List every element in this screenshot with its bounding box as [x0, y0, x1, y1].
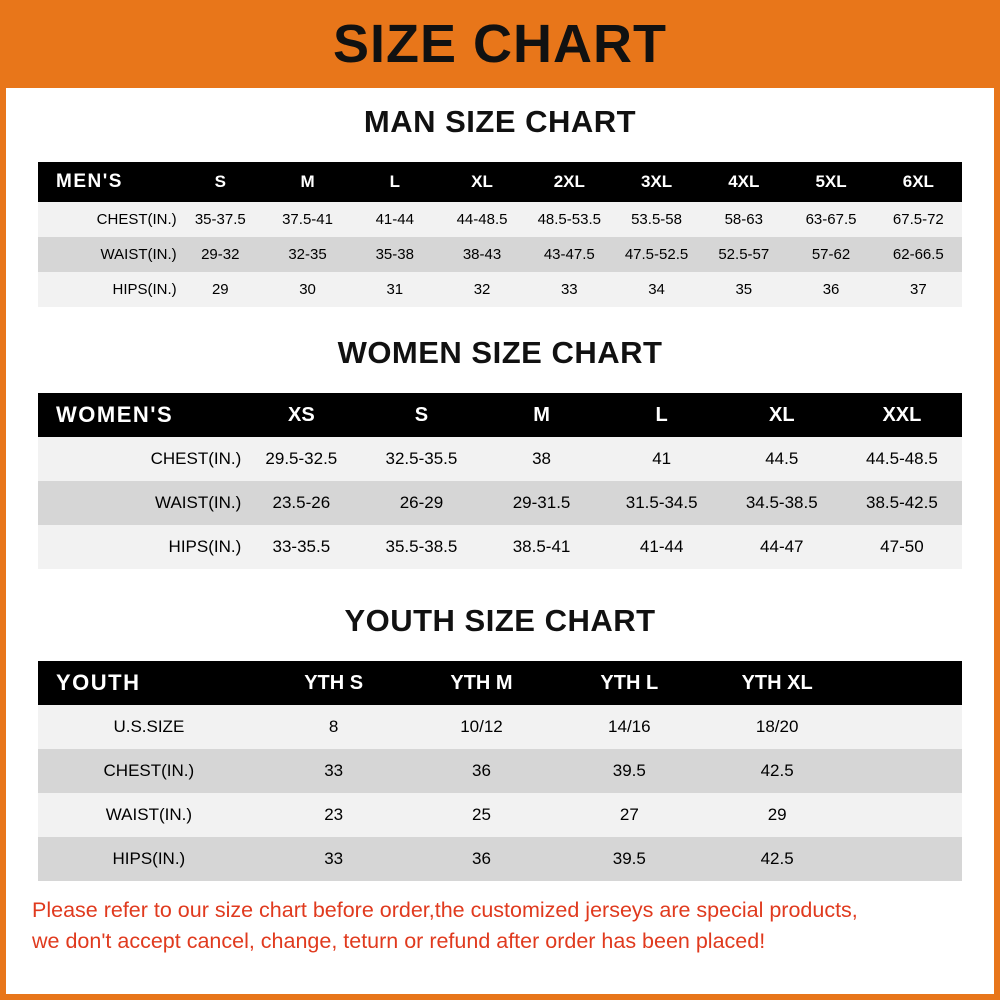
table-row [38, 837, 962, 881]
table-cell: 41 [652, 449, 672, 468]
table-cell: 23 [324, 805, 344, 824]
table-header-row [38, 661, 962, 705]
column-header: XXL [882, 403, 922, 426]
table-cell: 57-62 [811, 246, 851, 263]
row-label: CHEST(IN.) [150, 449, 242, 468]
table-row [38, 793, 962, 837]
column-header: XL [471, 172, 493, 191]
table-cell: 31 [386, 281, 404, 298]
note-line-2: we don't accept cancel, change, teturn or refund after order has been placed! [32, 928, 766, 953]
row-label: HIPS(IN.) [112, 849, 186, 868]
table-cell-spacer [851, 705, 962, 749]
table-cell: 44-47 [760, 537, 804, 556]
table-row [38, 237, 962, 272]
table-cell-spacer [851, 837, 962, 881]
column-header: M [533, 403, 550, 426]
table-cell: 29 [211, 281, 229, 298]
table-cell: 53.5-58 [631, 211, 682, 228]
column-header: 4XL [728, 172, 760, 191]
table-cell: 33 [560, 281, 578, 298]
table-cell: 34 [648, 281, 665, 298]
row-label: HIPS(IN.) [168, 537, 242, 556]
banner-title: SIZE CHART [333, 14, 667, 74]
column-header: XL [768, 403, 795, 426]
column-header: 2XL [553, 172, 585, 191]
table-cell-spacer [851, 793, 962, 837]
youth-size-chart-table-wrap [6, 661, 994, 881]
table-cell: 38-43 [462, 246, 502, 263]
table-cell: 39.5 [612, 849, 646, 868]
table-cell: 36 [472, 849, 491, 868]
man-size-chart-table [38, 162, 962, 307]
women-size-chart-table-wrap [6, 393, 994, 569]
table-cell: 42.5 [760, 761, 794, 780]
table-row [38, 749, 962, 793]
table-cell: 33 [324, 761, 344, 780]
table-cell: 37.5-41 [282, 211, 333, 228]
table-cell: 14/16 [608, 717, 651, 736]
table-cell: 43-47.5 [543, 246, 595, 263]
table-cell: 35 [735, 281, 753, 298]
table-cell: 44-48.5 [456, 211, 508, 228]
table-cell: 36 [472, 761, 491, 780]
column-header: S [214, 172, 226, 191]
return-policy-note [6, 881, 994, 956]
table-header-row [38, 393, 962, 437]
column-header: 5XL [815, 172, 847, 191]
column-header: XS [287, 403, 315, 426]
table-cell: 29-32 [201, 246, 240, 263]
table-cell: 44.5 [765, 449, 799, 468]
row-label: HIPS(IN.) [112, 281, 177, 298]
column-header-spacer [851, 661, 962, 705]
table-cell: 23.5-26 [272, 493, 331, 512]
table-row [38, 705, 962, 749]
table-cell: 48.5-53.5 [537, 211, 601, 228]
table-cell: 33-35.5 [272, 537, 331, 556]
column-header: YOUTH [56, 670, 141, 695]
women-size-chart-title: WOMEN SIZE CHART [337, 335, 663, 370]
table-cell: 30 [299, 281, 316, 298]
table-cell: 25 [472, 805, 491, 824]
table-cell: 42.5 [760, 849, 794, 868]
table-cell: 44.5-48.5 [865, 449, 938, 468]
column-header: MEN'S [56, 171, 123, 192]
table-cell: 29 [767, 805, 787, 824]
table-cell: 31.5-34.5 [625, 493, 698, 512]
table-cell: 33 [324, 849, 344, 868]
column-header: WOMEN'S [56, 402, 174, 427]
table-cell: 39.5 [612, 761, 646, 780]
table-cell: 32 [473, 281, 491, 298]
table-cell: 35.5-38.5 [385, 537, 458, 556]
table-row [38, 202, 962, 237]
banner [6, 0, 994, 88]
table-cell: 37 [909, 281, 927, 298]
row-label: WAIST(IN.) [155, 493, 242, 512]
column-header: S [414, 403, 429, 426]
table-cell: 34.5-38.5 [745, 493, 818, 512]
row-label: CHEST(IN.) [96, 211, 177, 228]
table-cell: 26-29 [399, 493, 444, 512]
table-cell: 32.5-35.5 [385, 449, 458, 468]
table-cell: 41-44 [375, 211, 414, 228]
column-header: YTH L [600, 671, 659, 694]
column-header: M [300, 172, 315, 191]
table-cell: 58-63 [724, 211, 763, 228]
row-label: WAIST(IN.) [105, 805, 192, 824]
row-label: WAIST(IN.) [100, 246, 177, 263]
column-header: L [655, 403, 668, 426]
table-cell: 8 [328, 717, 339, 736]
table-header-row [38, 162, 962, 202]
table-cell: 52.5-57 [718, 246, 770, 263]
row-label: CHEST(IN.) [103, 761, 195, 780]
table-cell: 62-66.5 [892, 246, 944, 263]
table-row [38, 525, 962, 569]
youth-size-chart-title: YOUTH SIZE CHART [344, 603, 656, 638]
table-cell: 35-37.5 [194, 211, 246, 228]
table-cell: 32-35 [288, 246, 327, 263]
table-cell: 38.5-41 [512, 537, 571, 556]
table-cell: 36 [822, 281, 840, 298]
note-line-1: Please refer to our size chart before order,the customized jerseys are special products, [32, 898, 858, 922]
youth-size-chart-table [38, 661, 962, 881]
women-size-chart-table [38, 393, 962, 569]
column-header: 6XL [902, 172, 934, 191]
table-cell: 41-44 [639, 537, 684, 556]
row-label: U.S.SIZE [113, 717, 185, 736]
table-cell: 67.5-72 [892, 211, 944, 228]
man-size-chart-title: MAN SIZE CHART [363, 104, 637, 139]
table-row [38, 481, 962, 525]
table-cell: 18/20 [755, 717, 799, 736]
table-cell: 29.5-32.5 [265, 449, 338, 468]
table-cell: 38 [532, 449, 552, 468]
table-cell: 35-38 [375, 246, 414, 263]
column-header: 3XL [640, 172, 673, 191]
table-cell: 47-50 [880, 537, 924, 556]
table-cell: 38.5-42.5 [865, 493, 938, 512]
column-header: YTH XL [741, 671, 813, 694]
column-header: L [389, 172, 400, 191]
table-cell: 29-31.5 [512, 493, 571, 512]
table-row [38, 272, 962, 307]
column-header: YTH S [304, 671, 364, 694]
table-cell: 63-67.5 [805, 211, 857, 228]
column-header: YTH M [450, 671, 513, 694]
table-cell-spacer [851, 749, 962, 793]
table-row [38, 437, 962, 481]
table-cell: 10/12 [460, 717, 503, 736]
table-cell: 27 [619, 805, 639, 824]
table-cell: 47.5-52.5 [624, 246, 689, 263]
man-size-chart-table-wrap [6, 162, 994, 307]
